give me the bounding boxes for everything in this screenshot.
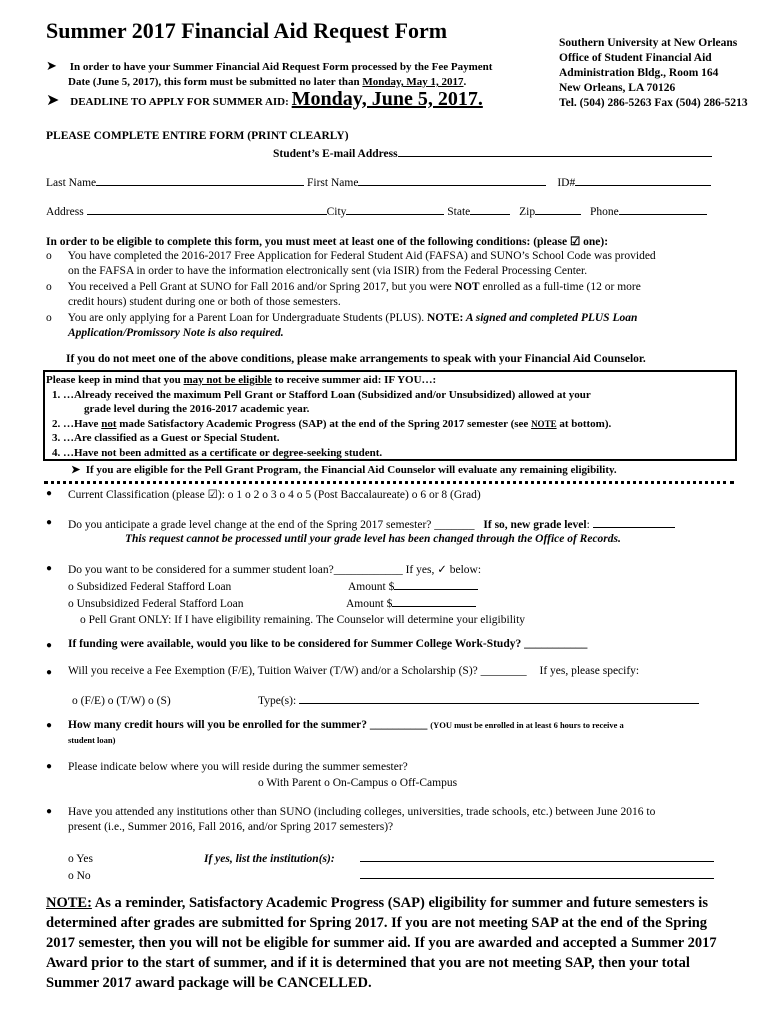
office-address: Southern University at New Orleans Office of Student Financial Aid Administration Bldg., Room 164 New Orleans, LA 70126 Tel. (504) 286-5263 Fax (504) 286-5213: [559, 37, 748, 109]
grade-question: Do you anticipate a grade level change at the end of the Spring 2017 semester? _______ If so, new grade level:: [68, 516, 675, 531]
submission-note: ➤ In order to have your Summer Financial Aid Request Form processed by the Fee Payment Date (June 5, 2017), this form must be submitted no later than Monday, May 1, 2017.: [46, 58, 493, 88]
checkmark-icon: ✓: [437, 564, 447, 576]
bullet-icon: ●: [46, 761, 53, 772]
deadline: ➤ DEADLINE TO APPLY FOR SUMMER AID: Monday, June 5, 2017.: [46, 88, 483, 110]
city-field[interactable]: [346, 203, 444, 215]
bullet-icon: ●: [46, 488, 53, 499]
arrow-icon: ➤: [71, 464, 81, 476]
option-circle-icon: o: [46, 312, 52, 324]
bullet-icon: ●: [46, 667, 53, 678]
name-row: Last Name First Name ID#: [46, 174, 711, 189]
phone-field[interactable]: [619, 203, 707, 215]
workstudy-question: If funding were available, would you like to be considered for Summer College Work-Study? ___________: [68, 638, 588, 650]
option-circle-icon: o: [46, 250, 52, 262]
condition-2: o You received a Pell Grant at SUNO for Fall 2016 and/or Spring 2017, but you were NOT enrolled as a full-time (12 or more credit hours) student during one or both of those semesters.: [46, 281, 641, 308]
bullet-icon: ●: [46, 640, 53, 651]
checkbox-icon: ☑: [207, 489, 218, 501]
grade-warning: This request cannot be processed until your grade level has been changed through the Office of Records.: [125, 533, 621, 545]
condition-1: o You have completed the 2016-2017 Free Application for Federal Student Aid (FAFSA) and SUNO’s School Code was provided on the FAFSA in order to have the information electronically sent (via ISIR) from the Federal Processing Center.: [46, 250, 656, 277]
email-field[interactable]: [398, 145, 712, 157]
bullet-icon: ●: [46, 517, 53, 528]
credit-question: How many credit hours will you be enrolled for the summer? __________ (YOU must be enrolled in at least 6 hours to receive a student loan): [68, 719, 624, 745]
subsidized-amount-field[interactable]: [394, 578, 478, 590]
divider: [44, 481, 734, 484]
pell-note: ➤ If you are eligible for the Pell Grant Program, the Financial Aid Counselor will evaluate any remaining eligibility.: [71, 464, 617, 476]
page-title: Summer 2017 Financial Aid Request Form: [46, 18, 448, 43]
classification-question: Current Classification (please ☑): o 1 o 2 o 3 o 4 o 5 (Post Baccalaureate) o 6 or 8 (Grad): [68, 489, 481, 501]
reside-question: Please indicate below where you will reside during the summer semester? o With Parent o On-Campus o Off-Campus: [68, 761, 458, 789]
bullet-icon: ●: [46, 806, 53, 817]
option-circle-icon: o: [46, 281, 52, 293]
types-field[interactable]: [299, 692, 699, 704]
fee-options: o (F/E) o (T/W) o (S) Type(s):: [72, 692, 699, 707]
arrow-icon: ➤: [46, 92, 60, 109]
sap-note: NOTE: As a reminder, Satisfactory Academic Progress (SAP) eligibility for summer and future semesters is determined after grades are submitted for Spring 2017. If you are not meeting SAP at the end of the Spring 2017 semester, then you will not be eligible for summer aid. If you are awarded and accepted a Summer 2017 Award prior to the start of summer, and if it is determined that you are not meeting SAP, then your total Summer 2017 award package will be CANCELLED.: [46, 895, 717, 991]
arrow-icon: ➤: [46, 58, 57, 73]
ineligibility-list: Please keep in mind that you may not be eligible to receive summer aid: IF YOU…: 1. …Already received the maximum Pell Grant or Stafford Loan (Subsidized and/or Unsubsidized) allowed at your grade level during the 2016-2017 academic year. 2. …Have not made Satisfactory Academic Progress (SAP) at the end of the Spring 2017 semester (see NOTE at bottom). 3. …Are classified as a Guest or Special Student. 4. …Have not been admitted as a certificate or degree-seeking student.: [46, 374, 612, 459]
institution-field-1[interactable]: [360, 850, 714, 862]
address-field[interactable]: [87, 203, 327, 215]
eligibility-heading: In order to be eligible to complete this form, you must meet at least one of the following conditions: (please ☑ one):: [46, 236, 609, 248]
zip-field[interactable]: [535, 203, 581, 215]
state-field[interactable]: [470, 203, 510, 215]
attend-options: o Yes If yes, list the institution(s): o No: [68, 850, 714, 884]
counselor-note: If you do not meet one of the above conditions, please make arrangements to speak with your Financial Aid Counselor.: [66, 353, 646, 365]
condition-3: o You are only applying for a Parent Loan for Undergraduate Students (PLUS). NOTE: A signed and completed PLUS Loan Application/Promissory Note is also required.: [46, 312, 638, 339]
bullet-icon: ●: [46, 720, 53, 731]
institution-field-2[interactable]: [360, 867, 714, 879]
checkbox-icon: ☑: [569, 236, 581, 248]
first-name-field[interactable]: [358, 174, 546, 186]
email-row: Student’s E-mail Address: [273, 145, 712, 160]
attend-question: Have you attended any institutions other than SUNO (including colleges, universities, trade schools, etc.) between June 2016 to present (i.e., Summer 2016, Fall 2016, and/or Spring 2017 semesters)?: [68, 806, 656, 833]
bullet-icon: ●: [46, 563, 53, 574]
fee-question: Will you receive a Fee Exemption (F/E), Tuition Waiver (T/W) and/or a Scholarship (S)? ________ If yes, please specify:: [68, 665, 640, 677]
instruction: PLEASE COMPLETE ENTIRE FORM (PRINT CLEARLY): [46, 130, 349, 142]
id-field[interactable]: [575, 174, 711, 186]
unsubsidized-amount-field[interactable]: [392, 595, 476, 607]
deadline-date: Monday, June 5, 2017.: [291, 88, 483, 110]
last-name-field[interactable]: [96, 174, 304, 186]
grade-level-field[interactable]: [593, 516, 675, 528]
loan-question: Do you want to be considered for a summer student loan?____________ If yes, ✓ below: o Subsidized Federal Stafford Loan Amount $ o Unsubsidized Federal Stafford Loan Amount $ o Pell Grant ONLY: If I have eligibility remaining. The Counselor will determine your eligibility: [68, 564, 526, 626]
address-row: Address City State Zip Phone: [46, 203, 707, 218]
